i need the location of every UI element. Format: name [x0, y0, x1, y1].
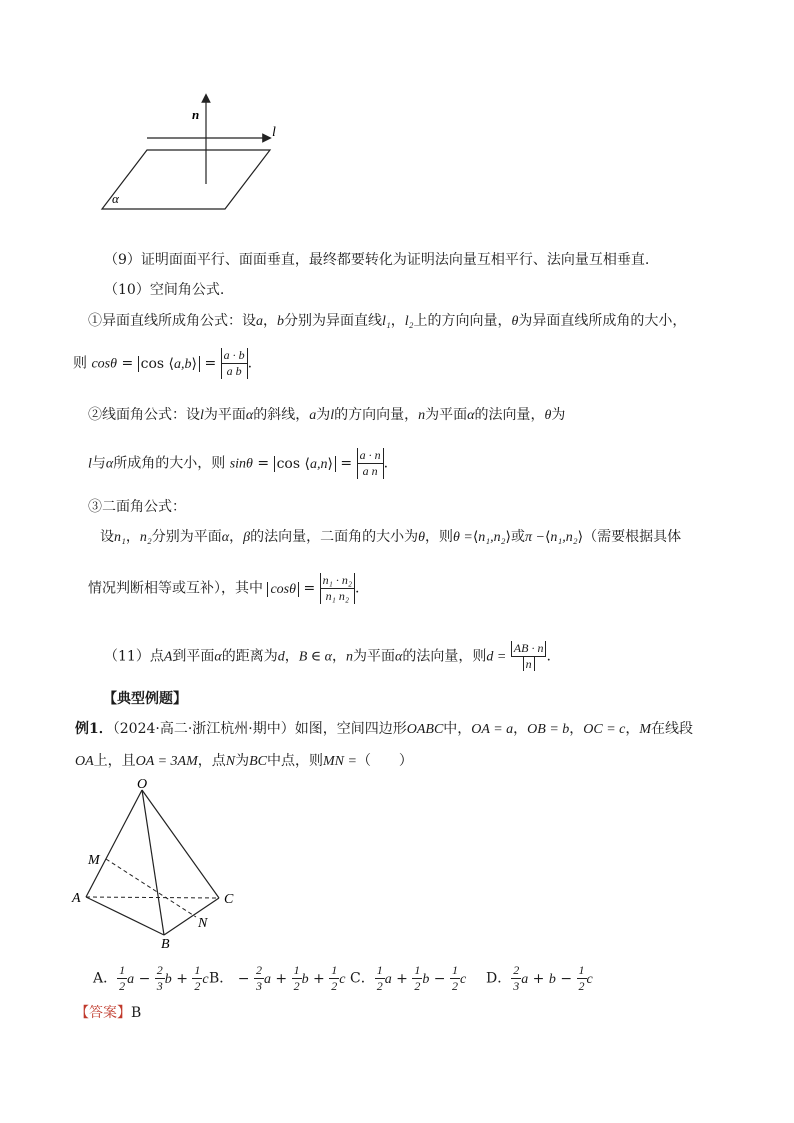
label-C: C	[224, 892, 234, 907]
option-vector: a	[384, 971, 392, 987]
tetrahedron-figure	[65, 775, 250, 955]
formula-3-title: ③二面角公式：	[88, 499, 186, 515]
section-title: 【典型例题】	[103, 691, 187, 707]
option-vector: a	[263, 971, 271, 987]
option-operator: +	[270, 970, 292, 987]
option-operator: +	[391, 970, 413, 987]
option-operator: +	[171, 970, 193, 987]
edge-AB	[86, 897, 164, 935]
option-vector: b	[164, 971, 172, 987]
option-fraction: $\frac{1}{2}$	[293, 963, 300, 993]
label-n: n	[192, 107, 200, 122]
option-vector: c	[460, 971, 467, 987]
option-vector: c	[339, 971, 346, 987]
edge-BC	[164, 898, 219, 935]
label-M: M	[88, 853, 100, 868]
option-operator: −	[555, 970, 577, 987]
label-l: l	[272, 125, 276, 140]
option-fraction: $\frac{1}{2}$	[452, 963, 458, 993]
formula-3-line1: 设n₁，n₂分别为平面α，β的法向量，二面角的大小为θ，则θ =⟨n₁,n₂⟩或π −⟨n₁,n₂⟩（需要根据具体	[100, 529, 682, 545]
fraction-3: $\frac{\text{n₁ · n₂}}{\text{n₁ n₂}}$	[320, 573, 355, 604]
answer: 【答案】B	[75, 1005, 142, 1021]
option-fraction: $\frac{1}{2}$	[331, 963, 338, 993]
option-operator: +	[528, 970, 549, 987]
label-B: B	[161, 937, 170, 952]
option-vector: a	[127, 971, 135, 987]
option-D: D． $\frac{2}{3}$ a + b − $\frac{1}{2}$ c	[486, 963, 593, 993]
edge-OA	[86, 790, 142, 897]
formula-1-line1: ①异面直线所成角公式：设a，b分别为异面直线l₁，l₂上的方向向量，θ为异面直线所成角的大小，	[88, 313, 687, 329]
option-operator: −	[233, 970, 254, 987]
option-vector: b	[548, 971, 556, 987]
option-vector: c	[202, 971, 209, 987]
edge-OB	[142, 790, 164, 935]
option-operator: −	[429, 970, 450, 987]
paragraph-10: （10）空间角公式.	[104, 282, 225, 298]
fraction-1: $\frac{a \cdot b}{\text{a b}}$	[221, 348, 248, 379]
option-operator: +	[308, 970, 330, 987]
plane-normal-figure	[95, 92, 285, 217]
option-fraction: $\frac{1}{2}$	[119, 963, 126, 993]
option-operator: −	[134, 970, 155, 987]
option-vector: b	[422, 971, 430, 987]
example-1-line2: OA上，且OA = 3AM，点N为BC中点，则MN =（ ）	[75, 753, 413, 769]
option-A: A． $\frac{1}{2}$ a − $\frac{2}{3}$ b + $\frac{1}{2}$ c	[93, 963, 209, 993]
fraction-11: $\frac{AB \cdot n}{n}$	[511, 641, 547, 672]
plane-alpha	[102, 150, 270, 209]
formula-2-line2: l与α所成角的大小，则 sinθ = cos ⟨a,n⟩ = $\frac{a \cdot n}{\text{a n}}$ .	[88, 448, 389, 478]
paragraph-9: （9）证明面面平行、面面垂直，最终都要转化为证明法向量互相平行、法向量互相垂直.	[104, 252, 650, 268]
option-fraction: $\frac{1}{2}$	[194, 963, 201, 993]
segment-MN-dashed	[106, 859, 196, 917]
option-vector: b	[301, 971, 309, 987]
option-vector: c	[586, 971, 593, 987]
option-fraction: $\frac{1}{2}$	[578, 963, 585, 993]
label-O: O	[137, 777, 148, 792]
label-alpha: α	[112, 191, 119, 206]
option-fraction: $\frac{2}{3}$	[513, 963, 520, 993]
option-B: B． − $\frac{2}{3}$ a + $\frac{1}{2}$ b + $\frac{1}{2}$ c	[209, 963, 346, 993]
option-vector: a	[521, 971, 529, 987]
formula-1-line2: 则 cosθ = cos ⟨a,b⟩ = $\frac{a \cdot b}{\text{a b}}$ .	[73, 348, 253, 378]
option-fraction: $\frac{1}{2}$	[376, 963, 383, 993]
paragraph-11: （11）点A到平面α的距离为d，B ∈ α，n为平面α的法向量，则d = $\frac{AB \cdot n}{n}$ .	[104, 641, 551, 671]
label-N: N	[198, 916, 208, 931]
edge-AC-dashed	[86, 897, 219, 898]
fraction-2: $\frac{a \cdot n}{\text{a n}}$	[357, 448, 384, 479]
formula-3-line2: 情况判断相等或互补），其中 cosθ = $\frac{\text{n₁ · n₂}}{\text{n₁ n₂}}$ .	[88, 573, 360, 603]
edge-OC	[142, 790, 219, 898]
option-fraction: $\frac{2}{3}$	[156, 963, 163, 993]
option-C: C． $\frac{1}{2}$ a + $\frac{1}{2}$ b − $\frac{1}{2}$ c	[350, 963, 467, 993]
formula-2-line1: ②线面角公式：设l为平面α的斜线，a为l的方向向量，n为平面α的法向量，θ为	[88, 407, 566, 423]
option-fraction: $\frac{1}{2}$	[414, 963, 421, 993]
option-fraction: $\frac{2}{3}$	[255, 963, 262, 993]
label-A: A	[72, 891, 81, 906]
example-1-line1: 例1．（2024·高二·浙江杭州·期中）如图，空间四边形OABC中，OA = a，OB = b，OC = c，M在线段	[75, 721, 694, 737]
